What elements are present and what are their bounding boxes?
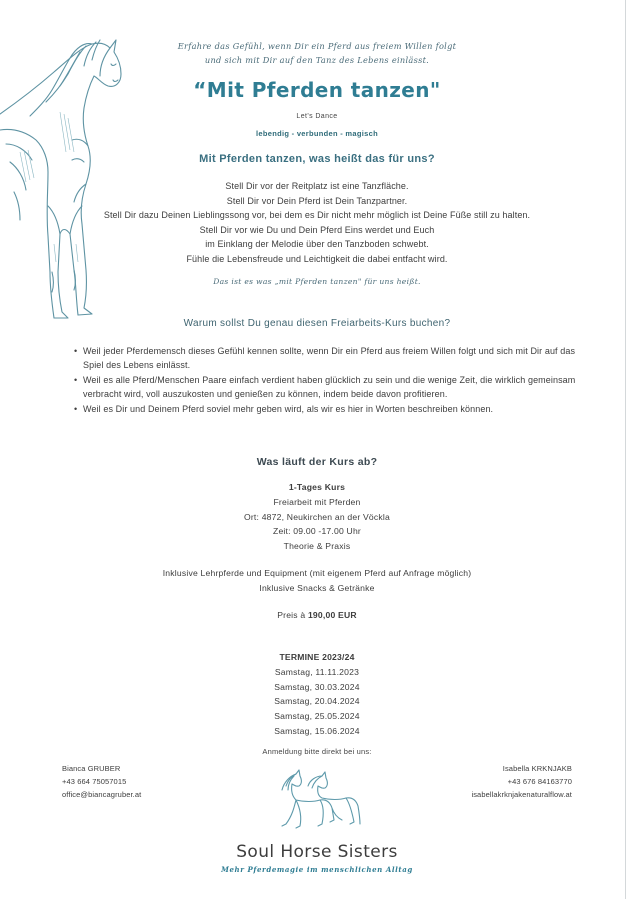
contact-left <box>62 762 141 802</box>
course-title: 1-Tages Kurs <box>288 482 346 492</box>
brand-slogan: Mehr Pferdemagie im menschlichen Alltag <box>221 865 413 874</box>
section1-line: Stell Dir dazu Deinen Lieblingssong vor, bei dem es Dir nicht mehr möglich ist Deine Füße still zu halten. <box>103 210 531 220</box>
section3-heading: Was läuft der Kurs ab? <box>256 456 378 468</box>
section1-heading: Mit Pferden tanzen, was heißt das für uns? <box>199 153 435 165</box>
date-item: Samstag, 25.05.2024 <box>274 711 360 722</box>
horses-logo-icon <box>272 766 362 832</box>
intro-line-2: und sich mit Dir auf den Tanz des Lebens einlässt. <box>204 55 430 65</box>
reasons-list <box>74 344 594 416</box>
section1-closing: Das ist es was „mit Pferden tanzen" für uns heißt. <box>213 277 421 286</box>
intro-text <box>0 39 634 67</box>
brand-name: Soul Horse Sisters <box>236 842 398 862</box>
list-item: • Weil jeder Pferdemensch dieses Gefühl kennen sollte, wenn Dir ein Pferd aus freiem Willen folgt und sich mit Dir auf das Spiel des Lebens einlässt. <box>74 344 594 373</box>
contact-phone[interactable]: +43 676 84163770 <box>507 777 572 787</box>
course-line: Theorie & Praxis <box>283 541 351 552</box>
section1-line: Stell Dir vor Dein Pferd ist Dein Tanzpartner. <box>226 195 408 206</box>
included-item: Inklusive Lehrpferde und Equipment (mit eigenem Pferd auf Anfrage möglich) <box>162 568 472 578</box>
list-item: • Weil es Dir und Deinem Pferd soviel mehr geben wird, als wir es hier in Worten beschreiben können. <box>74 402 594 416</box>
date-item: Samstag, 15.06.2024 <box>274 725 360 736</box>
date-item: Samstag, 20.04.2024 <box>274 696 360 707</box>
included-list <box>0 566 634 596</box>
list-item: • Weil es alle Pferd/Menschen Paare einfach verdient haben glücklich zu sein und die wenige Zeit, die wirklich gemeinsam verbracht wird, voll auszukosten und genießen zu können, indem beide davon profitieren. <box>74 373 594 402</box>
price-value: 190,00 EUR <box>307 610 357 620</box>
dates-block <box>0 650 634 739</box>
registration-note: Anmeldung bitte direkt bei uns: <box>262 747 372 756</box>
course-line: Freiarbeit mit Pferden <box>273 496 361 507</box>
contact-email[interactable]: isabellakrknjakenaturalflow.at <box>471 790 572 800</box>
date-item: Samstag, 11.11.2023 <box>274 666 360 677</box>
course-details <box>0 480 634 554</box>
dates-heading: TERMINE 2023/24 <box>279 652 355 662</box>
contact-name: Bianca GRUBER <box>62 764 121 773</box>
intro-line-1: Erfahre das Gefühl, wenn Dir ein Pferd aus freiem Willen folgt <box>177 41 457 51</box>
subtitle: Let's Dance <box>296 113 338 120</box>
section1-line: Fühle die Lebensfreude und Leichtigkeit die dabei entfacht wird. <box>186 253 448 264</box>
price-label: Preis à <box>277 610 306 620</box>
tagline: lebendig - verbunden - magisch <box>256 129 378 138</box>
contact-right <box>471 762 572 802</box>
section1-line: Stell Dir vor wie Du und Dein Pferd Eins werdet und Euch <box>199 224 435 235</box>
price-line <box>0 608 634 623</box>
course-line: Ort: 4872, Neukirchen an der Vöckla <box>243 511 390 522</box>
contact-phone[interactable]: +43 664 75057015 <box>62 777 127 787</box>
page-title: “Mit Pferden tanzen" <box>193 78 441 102</box>
section1-body <box>0 179 634 266</box>
contact-name: Isabella KRKNJAKB <box>502 764 572 773</box>
included-item: Inklusive Snacks & Getränke <box>259 582 375 593</box>
section2-heading: Warum sollst Du genau diesen Freiarbeits-Kurs buchen? <box>183 318 451 329</box>
date-item: Samstag, 30.03.2024 <box>274 681 360 692</box>
section1-line: Stell Dir vor der Reitplatz ist eine Tanzfläche. <box>225 181 409 191</box>
section1-line: im Einklang der Melodie über den Tanzboden schwebt. <box>205 239 429 249</box>
contact-email[interactable]: office@biancagruber.at <box>62 790 142 800</box>
course-line: Zeit: 09.00 -17.00 Uhr <box>273 526 361 537</box>
